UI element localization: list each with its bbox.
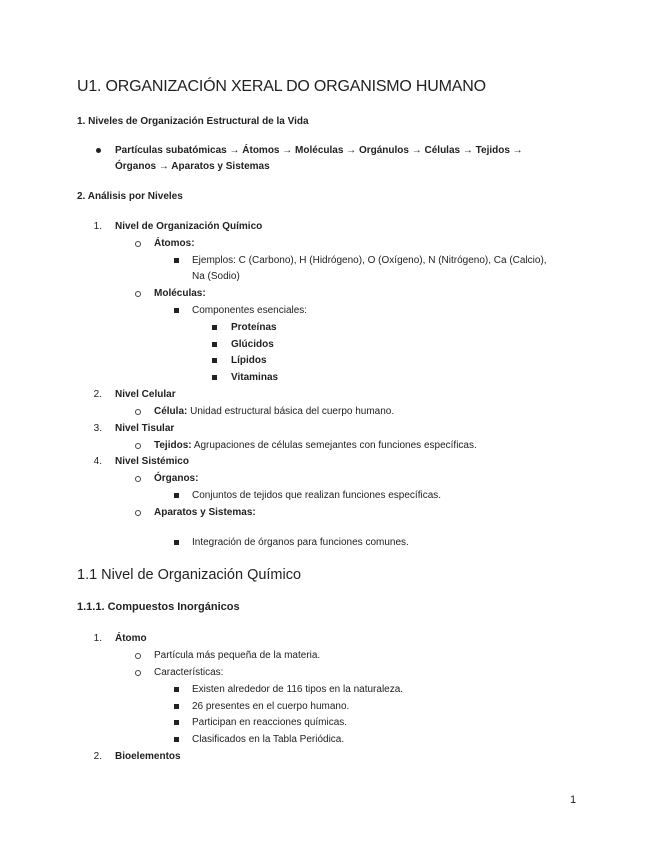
cell-text: Unidad estructural básica del cuerpo humano. (187, 406, 395, 417)
square-bullet-icon (212, 375, 217, 380)
levels-line-2: Órganos → Aparatos y Sistemas (115, 161, 270, 172)
square-bullet-icon (212, 325, 217, 330)
circle-bullet-icon (135, 653, 141, 659)
level-chemical: Nivel de Organización Químico (115, 221, 263, 232)
list-number: 2. (93, 389, 102, 400)
systems-text: Integración de órganos para funciones comunes. (192, 537, 409, 548)
circle-bullet-icon (135, 291, 141, 297)
atom-heading: Átomo (115, 633, 147, 644)
bioelements-heading: Bioelementos (115, 751, 181, 762)
square-bullet-icon (174, 737, 179, 742)
component-item: Lípidos (231, 355, 267, 366)
section-heading-analysis: 2. Análisis por Niveles (77, 191, 183, 202)
molecules-label: Moléculas: (154, 288, 206, 299)
level-tissue: Nivel Tisular (115, 423, 175, 434)
cell-label: Célula: (154, 406, 188, 417)
organs-label: Órganos: (154, 473, 199, 484)
square-bullet-icon (174, 704, 179, 709)
atoms-examples-line-1: Ejemplos: C (Carbono), H (Hidrógeno), O (Oxígeno), N (Nitrógeno), Ca (Calcio), (192, 255, 547, 266)
square-bullet-icon (174, 687, 179, 692)
circle-bullet-icon (135, 670, 141, 676)
tissue-text: Agrupaciones de células semejantes con funciones específicas. (191, 440, 477, 451)
atoms-examples-line-2: Na (Sodio) (192, 271, 240, 282)
systems-label: Aparatos y Sistemas: (154, 507, 256, 518)
characteristic-item: Existen alrededor de 116 tipos en la naturaleza. (192, 684, 404, 695)
square-bullet-icon (212, 358, 217, 363)
component-item: Proteínas (231, 322, 277, 333)
list-number: 4. (93, 456, 102, 467)
list-number: 3. (93, 423, 102, 434)
component-item: Vitaminas (231, 372, 279, 383)
square-bullet-icon (174, 493, 179, 498)
cell-definition (154, 403, 394, 420)
circle-bullet-icon (135, 510, 141, 516)
circle-bullet-icon (135, 409, 141, 415)
tissue-definition (154, 437, 477, 454)
square-bullet-icon (174, 540, 179, 545)
circle-bullet-icon (135, 443, 141, 449)
list-number: 1. (93, 633, 102, 644)
characteristic-item: Participan en reacciones químicas. (192, 717, 348, 728)
square-bullet-icon (174, 258, 179, 263)
square-bullet-icon (174, 308, 179, 313)
characteristic-item: Clasificados en la Tabla Periódica. (192, 734, 345, 745)
circle-bullet-icon (135, 476, 141, 482)
list-number: 1. (93, 221, 102, 232)
bullet-icon (96, 148, 101, 153)
components-label: Componentes esenciales: (192, 305, 308, 316)
tissue-label: Tejidos: (154, 440, 192, 451)
document-title: U1. ORGANIZACIÓN XERAL DO ORGANISMO HUMANO (77, 78, 486, 95)
level-cellular: Nivel Celular (115, 389, 176, 400)
subsection-heading-inorganic: 1.1.1. Compuestos Inorgánicos (77, 601, 240, 613)
level-systemic: Nivel Sistémico (115, 456, 189, 467)
atoms-label: Átomos: (154, 238, 195, 249)
atom-definition: Partícula más pequeña de la materia. (154, 650, 321, 661)
square-bullet-icon (212, 342, 217, 347)
characteristic-item: 26 presentes en el cuerpo humano. (192, 701, 350, 712)
levels-line-1: Partículas subatómicas → Átomos → Moléculas → Orgánulos → Células → Tejidos → (115, 145, 523, 156)
page-number: 1 (570, 794, 577, 806)
organs-text: Conjuntos de tejidos que realizan funciones específicas. (192, 490, 442, 501)
circle-bullet-icon (135, 241, 141, 247)
section-heading-chemical: 1.1 Nivel de Organización Químico (77, 567, 302, 583)
characteristics-label: Características: (154, 667, 224, 678)
component-item: Glúcidos (231, 339, 274, 350)
square-bullet-icon (174, 720, 179, 725)
list-number: 2. (93, 751, 102, 762)
section-heading-levels: 1. Niveles de Organización Estructural de la Vida (77, 116, 309, 127)
